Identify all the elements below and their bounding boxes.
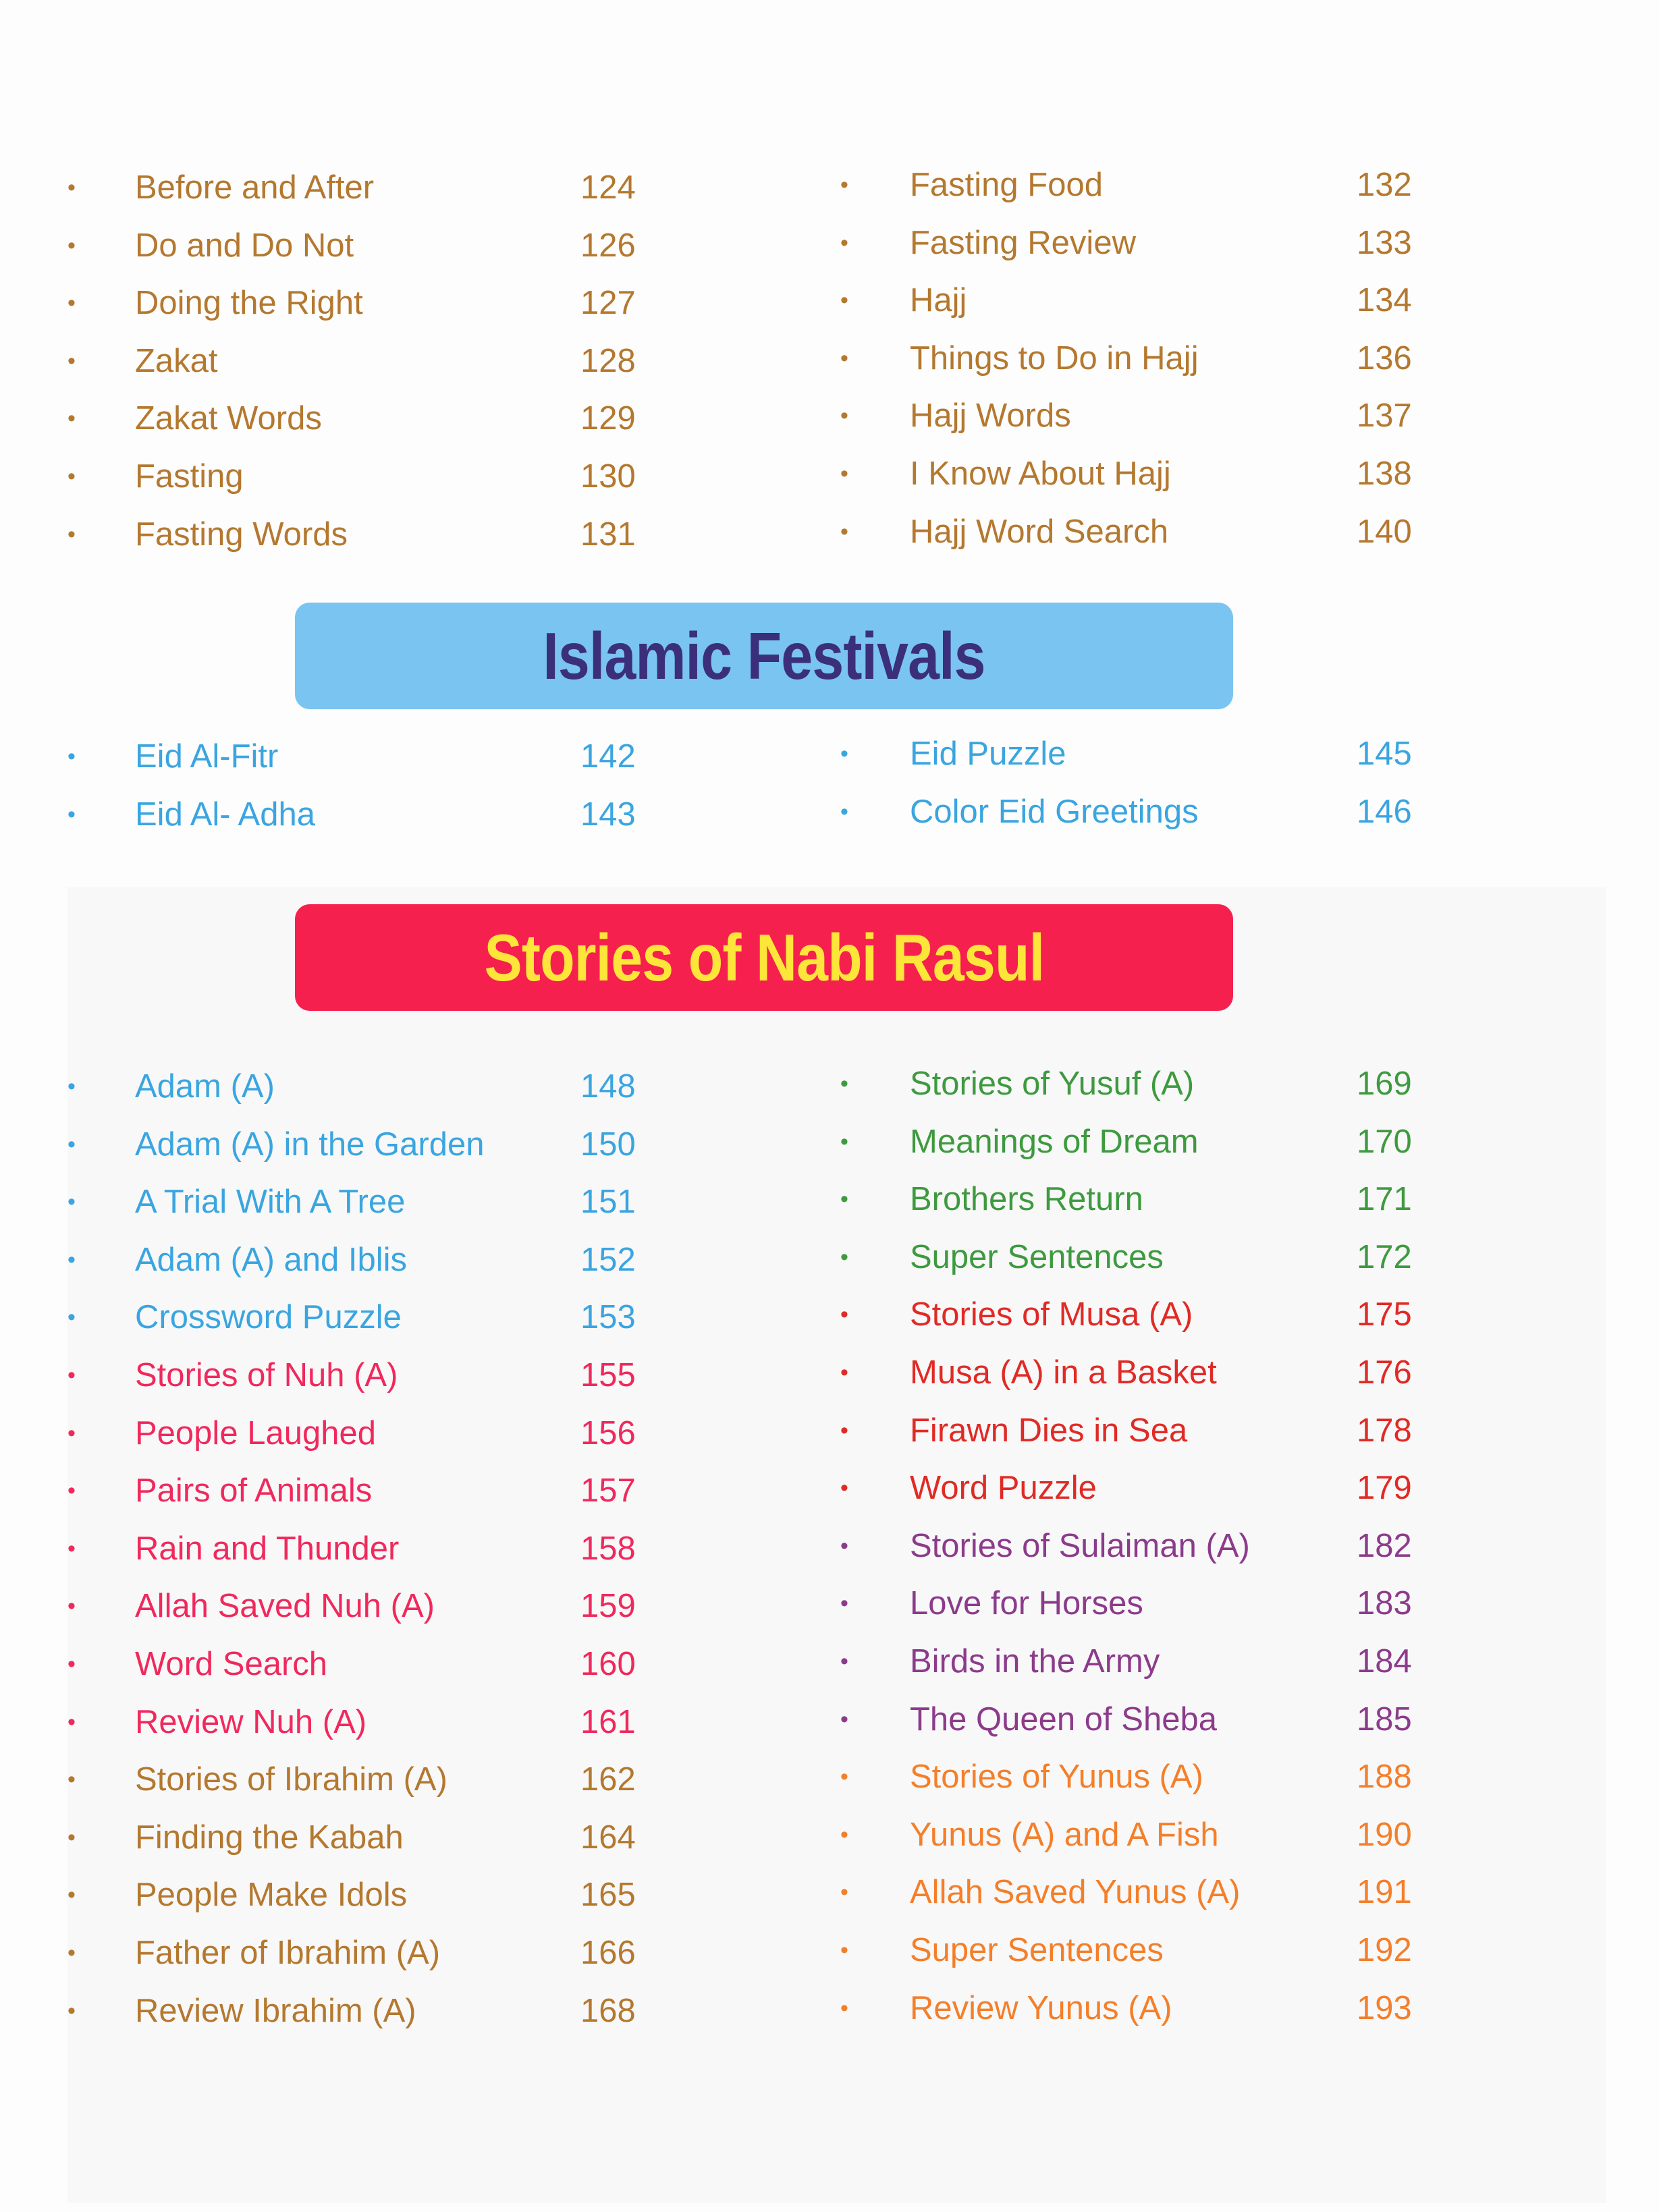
contents-entry[interactable] — [840, 1464, 1448, 1522]
bullet-icon: • — [67, 1131, 76, 1157]
entry-title: Crossword Puzzle — [135, 1299, 402, 1336]
entry-page-number: 160 — [580, 1645, 636, 1682]
entry-page-number: 166 — [580, 1934, 636, 1971]
entry-page-number: 134 — [1357, 282, 1412, 319]
bullet-icon: • — [840, 460, 848, 487]
bullet-icon: • — [840, 403, 848, 429]
bullet-icon: • — [67, 1420, 76, 1446]
section-heading: Islamic Festivals — [543, 618, 985, 693]
bullet-icon: • — [67, 463, 76, 489]
contents-entry[interactable] — [840, 1753, 1448, 1811]
bullet-icon: • — [67, 1997, 76, 2024]
contents-entry[interactable] — [840, 1291, 1448, 1349]
bullet-icon: • — [840, 1879, 848, 1906]
bullet-icon: • — [67, 1362, 76, 1388]
bullet-icon: • — [67, 1882, 76, 1908]
entry-page-number: 171 — [1357, 1181, 1412, 1218]
contents-entry[interactable] — [67, 791, 675, 849]
entry-page-number: 146 — [1357, 793, 1412, 830]
contents-entry[interactable] — [67, 1121, 675, 1179]
entry-page-number: 157 — [580, 1472, 636, 1510]
contents-entry[interactable] — [840, 1869, 1448, 1927]
contents-entry[interactable] — [67, 222, 675, 280]
contents-entry[interactable] — [840, 219, 1448, 277]
bullet-icon: • — [840, 1071, 848, 1097]
contents-entry[interactable] — [67, 1987, 675, 2045]
contents-entry[interactable] — [840, 1811, 1448, 1869]
entry-title: Review Nuh (A) — [135, 1703, 367, 1740]
entry-page-number: 165 — [580, 1877, 636, 1914]
bullet-icon: • — [67, 1767, 76, 1793]
bullet-icon: • — [67, 232, 76, 258]
contents-entry[interactable] — [840, 730, 1448, 788]
entry-title: Zakat — [135, 342, 218, 379]
entry-page-number: 170 — [1357, 1123, 1412, 1160]
entry-page-number: 129 — [580, 400, 636, 437]
contents-entry[interactable] — [67, 1467, 675, 1525]
entry-page-number: 169 — [1357, 1066, 1412, 1102]
entry-title: Fasting — [135, 458, 244, 495]
entry-page-number: 156 — [580, 1414, 636, 1451]
contents-entry[interactable] — [67, 733, 675, 791]
contents-entry[interactable] — [840, 450, 1448, 508]
entry-page-number: 136 — [1357, 339, 1412, 377]
entry-page-number: 153 — [580, 1299, 636, 1336]
bullet-icon: • — [67, 1709, 76, 1735]
bullet-icon: • — [840, 1359, 848, 1385]
entry-title: Firawn Dies in Sea — [910, 1412, 1188, 1449]
entry-title: People Make Idols — [135, 1877, 408, 1914]
bullet-icon: • — [67, 1074, 76, 1099]
entry-title: Word Puzzle — [910, 1470, 1097, 1507]
entry-page-number: 182 — [1357, 1527, 1412, 1564]
entry-title: The Queen of Sheba — [910, 1701, 1217, 1738]
contents-entry[interactable] — [840, 161, 1448, 219]
entry-page-number: 184 — [1357, 1642, 1412, 1680]
contents-entry[interactable] — [840, 1176, 1448, 1234]
bullet-icon: • — [840, 229, 848, 256]
contents-entry[interactable] — [840, 1060, 1448, 1118]
bullet-icon: • — [840, 798, 848, 825]
entry-page-number: 151 — [580, 1184, 636, 1221]
entry-page-number: 191 — [1357, 1874, 1412, 1911]
bullet-icon: • — [67, 1824, 76, 1850]
entry-title: Adam (A) — [135, 1068, 275, 1105]
contents-entry[interactable] — [840, 1696, 1448, 1754]
entry-title: Stories of Nuh (A) — [135, 1356, 398, 1393]
contents-entry[interactable] — [67, 279, 675, 337]
bullet-icon: • — [840, 741, 848, 767]
entry-page-number: 130 — [580, 458, 636, 495]
entry-title: Allah Saved Nuh (A) — [135, 1588, 435, 1625]
entry-title: Things to Do in Hajj — [910, 339, 1199, 377]
entry-page-number: 137 — [1357, 397, 1412, 435]
entry-title: Eid Puzzle — [910, 736, 1066, 772]
bullet-icon: • — [840, 1417, 848, 1443]
section-heading: Stories of Nabi Rasul — [484, 920, 1044, 995]
entry-page-number: 176 — [1357, 1354, 1412, 1391]
contents-entry[interactable] — [840, 788, 1448, 846]
contents-entry[interactable] — [67, 1698, 675, 1757]
section-banner-festivals — [295, 603, 1233, 709]
contents-entry[interactable] — [67, 1236, 675, 1294]
bullet-icon: • — [67, 1593, 76, 1620]
contents-column-right — [840, 1060, 1448, 2042]
entry-page-number: 142 — [580, 738, 636, 775]
entry-title: Hajj Word Search — [910, 513, 1169, 550]
entry-title: Word Search — [135, 1645, 328, 1682]
bullet-icon: • — [67, 1304, 76, 1331]
contents-entry[interactable] — [840, 1349, 1448, 1407]
bullet-icon: • — [840, 1706, 848, 1732]
bullet-icon: • — [67, 1189, 76, 1215]
entry-page-number: 124 — [580, 169, 636, 206]
contents-entry[interactable] — [840, 1522, 1448, 1580]
bullet-icon: • — [840, 172, 848, 198]
entry-title: Fasting Review — [910, 224, 1136, 261]
entry-page-number: 133 — [1357, 224, 1412, 261]
entry-page-number: 178 — [1357, 1412, 1412, 1449]
contents-entry[interactable] — [67, 1410, 675, 1468]
entry-title: Do and Do Not — [135, 227, 354, 264]
entry-page-number: 164 — [580, 1819, 636, 1856]
entry-page-number: 188 — [1357, 1759, 1412, 1796]
bullet-icon: • — [840, 1995, 848, 2021]
entry-page-number: 159 — [580, 1588, 636, 1625]
entry-title: Meanings of Dream — [910, 1123, 1199, 1160]
contents-column-left — [67, 1063, 675, 2045]
entry-page-number: 162 — [580, 1761, 636, 1798]
contents-entry[interactable] — [67, 511, 675, 569]
contents-entry[interactable] — [840, 392, 1448, 450]
entry-page-number: 132 — [1357, 167, 1412, 203]
entry-title: A Trial With A Tree — [135, 1184, 406, 1221]
contents-column-right — [840, 161, 1448, 565]
entry-title: Eid Al-Fitr — [135, 738, 279, 775]
contents-entry[interactable] — [67, 1582, 675, 1640]
entry-title: Doing the Right — [135, 285, 363, 322]
entry-title: Before and After — [135, 169, 375, 206]
entry-title: Color Eid Greetings — [910, 793, 1199, 830]
bullet-icon: • — [67, 801, 76, 827]
contents-entry[interactable] — [67, 1756, 675, 1814]
bullet-icon: • — [840, 1475, 848, 1501]
contents-entry[interactable] — [840, 508, 1448, 566]
entry-title: Brothers Return — [910, 1181, 1143, 1218]
bullet-icon: • — [840, 1186, 848, 1213]
entry-page-number: 185 — [1357, 1701, 1412, 1738]
entry-title: Hajj Words — [910, 397, 1071, 435]
contents-column-left — [67, 164, 675, 568]
entry-title: Finding the Kabah — [135, 1819, 404, 1856]
contents-entry[interactable] — [67, 1178, 675, 1236]
contents-entry[interactable] — [67, 337, 675, 395]
entry-title: Super Sentences — [910, 1931, 1164, 1968]
bullet-icon: • — [840, 345, 848, 371]
bullet-icon: • — [840, 287, 848, 314]
bullet-icon: • — [840, 518, 848, 545]
bullet-icon: • — [840, 1128, 848, 1155]
entry-title: Yunus (A) and A Fish — [910, 1816, 1219, 1853]
bullet-icon: • — [840, 1937, 848, 1963]
contents-entry[interactable] — [840, 277, 1448, 335]
entry-page-number: 179 — [1357, 1470, 1412, 1507]
entry-title: Stories of Musa (A) — [910, 1296, 1193, 1333]
entry-title: Love for Horses — [910, 1585, 1143, 1622]
bullet-icon: • — [67, 1535, 76, 1561]
entry-title: Stories of Sulaiman (A) — [910, 1527, 1250, 1564]
contents-entry[interactable] — [67, 164, 675, 222]
bullet-icon: • — [67, 348, 76, 374]
contents-entry[interactable] — [840, 335, 1448, 393]
bullet-icon: • — [67, 1478, 76, 1504]
contents-entry[interactable] — [840, 1638, 1448, 1696]
entry-title: Father of Ibrahim (A) — [135, 1934, 441, 1971]
entry-title: Super Sentences — [910, 1238, 1164, 1275]
entry-page-number: 158 — [580, 1530, 636, 1567]
entry-page-number: 128 — [580, 342, 636, 379]
bullet-icon: • — [67, 290, 76, 316]
entry-title: Zakat Words — [135, 400, 322, 437]
entry-page-number: 190 — [1357, 1816, 1412, 1853]
entry-page-number: 152 — [580, 1241, 636, 1278]
contents-entry[interactable] — [67, 395, 675, 453]
entry-page-number: 172 — [1357, 1238, 1412, 1275]
contents-entry[interactable] — [67, 1063, 675, 1121]
entry-page-number: 183 — [1357, 1585, 1412, 1622]
entry-title: Adam (A) and Iblis — [135, 1241, 408, 1278]
entry-title: Fasting Words — [135, 516, 348, 553]
bullet-icon: • — [840, 1244, 848, 1270]
entry-page-number: 143 — [580, 796, 636, 833]
bullet-icon: • — [840, 1591, 848, 1617]
bullet-icon: • — [67, 1651, 76, 1677]
entry-page-number: 131 — [580, 516, 636, 553]
entry-page-number: 140 — [1357, 513, 1412, 550]
entry-title: Fasting Food — [910, 167, 1103, 203]
contents-entry[interactable] — [840, 1927, 1448, 1985]
contents-entry[interactable] — [840, 1985, 1448, 2043]
entry-title: Review Ibrahim (A) — [135, 1992, 416, 2029]
bullet-icon: • — [840, 1532, 848, 1559]
entry-title: Eid Al- Adha — [135, 796, 315, 833]
entry-page-number: 193 — [1357, 1989, 1412, 2026]
entry-page-number: 150 — [580, 1126, 636, 1163]
entry-page-number: 168 — [580, 1992, 636, 2029]
entry-title: Pairs of Animals — [135, 1472, 373, 1510]
entry-title: Hajj — [910, 282, 967, 319]
bullet-icon: • — [67, 406, 76, 432]
bullet-icon: • — [67, 175, 76, 200]
contents-entry[interactable] — [840, 1580, 1448, 1638]
contents-entry[interactable] — [67, 1352, 675, 1410]
entry-page-number: 126 — [580, 227, 636, 264]
contents-entry[interactable] — [67, 1814, 675, 1872]
contents-entry[interactable] — [67, 1294, 675, 1352]
bullet-icon: • — [840, 1821, 848, 1848]
entry-page-number: 145 — [1357, 736, 1412, 772]
contents-entry[interactable] — [840, 1118, 1448, 1176]
bullet-icon: • — [840, 1302, 848, 1328]
contents-entry[interactable] — [67, 1929, 675, 1987]
entry-page-number: 155 — [580, 1356, 636, 1393]
entry-title: People Laughed — [135, 1414, 376, 1451]
entry-title: Stories of Yunus (A) — [910, 1759, 1203, 1796]
bullet-icon: • — [67, 744, 76, 769]
entry-title: Stories of Ibrahim (A) — [135, 1761, 447, 1798]
entry-title: Adam (A) in the Garden — [135, 1126, 485, 1163]
entry-title: I Know About Hajj — [910, 455, 1171, 492]
entry-title: Allah Saved Yunus (A) — [910, 1874, 1241, 1911]
contents-entry[interactable] — [840, 1234, 1448, 1292]
contents-entry[interactable] — [67, 1525, 675, 1583]
contents-entry[interactable] — [67, 1640, 675, 1698]
section-banner-stories — [295, 904, 1233, 1011]
bullet-icon: • — [67, 1246, 76, 1273]
entry-title: Rain and Thunder — [135, 1530, 400, 1567]
entry-page-number: 175 — [1357, 1296, 1412, 1333]
entry-page-number: 148 — [580, 1068, 636, 1105]
contents-column-left — [67, 733, 675, 848]
entry-title: Musa (A) in a Basket — [910, 1354, 1217, 1391]
contents-column-right — [840, 730, 1448, 846]
bullet-icon: • — [67, 521, 76, 547]
entry-page-number: 161 — [580, 1703, 636, 1740]
entry-page-number: 138 — [1357, 455, 1412, 492]
bullet-icon: • — [67, 1939, 76, 1966]
bullet-icon: • — [840, 1764, 848, 1790]
contents-entry[interactable] — [840, 1407, 1448, 1465]
contents-entry[interactable] — [67, 1871, 675, 1929]
entry-title: Stories of Yusuf (A) — [910, 1066, 1195, 1102]
entry-title: Birds in the Army — [910, 1642, 1160, 1680]
entry-title: Review Yunus (A) — [910, 1989, 1172, 2026]
bullet-icon: • — [840, 1648, 848, 1674]
contents-entry[interactable] — [67, 453, 675, 511]
entry-page-number: 127 — [580, 285, 636, 322]
entry-page-number: 192 — [1357, 1931, 1412, 1968]
